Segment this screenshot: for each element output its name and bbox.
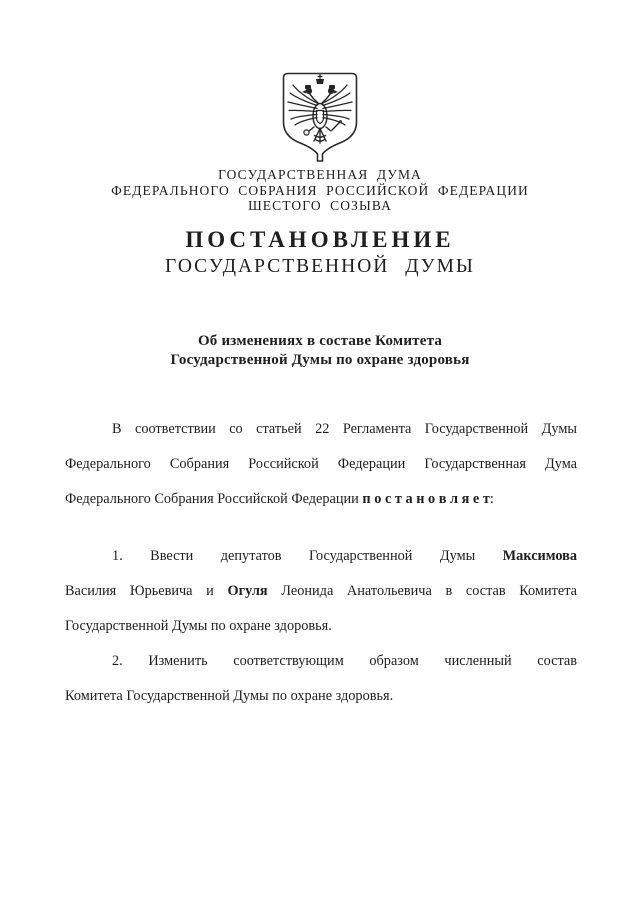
- document-title-sub: ГОСУДАРСТВЕННОЙ ДУМЫ: [165, 255, 475, 277]
- document-title: [0, 227, 640, 278]
- emblem-container: [0, 0, 640, 162]
- text-line: [65, 679, 577, 714]
- text-line: [65, 482, 577, 517]
- subject-line-2: Государственной Думы по охране здоровья: [170, 351, 470, 368]
- russian-coat-of-arms-double-headed-eagle-icon: [282, 72, 358, 162]
- paragraph-item-2: [65, 644, 577, 714]
- text-run: Государственной Думы по охране здоровья.: [65, 617, 332, 634]
- org-header-line-2: ФЕДЕРАЛЬНОГО СОБРАНИЯ РОССИЙСКОЙ ФЕДЕРАЦИИ: [111, 182, 529, 198]
- org-header: [0, 167, 640, 214]
- document-subject: [0, 332, 640, 370]
- text-run: Комитета Государственной Думы по охране здоровья.: [65, 687, 394, 704]
- text-run: 2. Изменить соответствующим образом численный состав: [112, 652, 577, 669]
- text-run: 1. Ввести депутатов Государственной Думы: [112, 547, 503, 564]
- text-line: [65, 574, 577, 609]
- text-run: Федерального Собрания Российской Федерации: [65, 490, 363, 507]
- text-run: :: [489, 490, 494, 507]
- text-line: [65, 539, 577, 574]
- paragraph-item-1: [65, 539, 577, 644]
- text-line: [65, 609, 577, 644]
- org-header-line-1: ГОСУДАРСТВЕННАЯ ДУМА: [218, 167, 422, 182]
- text-line: [65, 644, 577, 679]
- document-title-main: ПОСТАНОВЛЕНИЕ: [185, 226, 455, 252]
- text-run: В соответствии со статьей 22 Регламента Государственной Думы: [112, 420, 577, 437]
- bold-text-run: Максимова: [502, 547, 577, 564]
- org-header-line-3: ШЕСТОГО СОЗЫВА: [248, 198, 392, 213]
- text-run: Федерального Собрания Российской Федерации Государственная Дума: [65, 455, 577, 472]
- text-line: [65, 412, 577, 447]
- text-run: Леонида Анатольевича в состав Комитета: [267, 582, 577, 599]
- subject-line-1: Об изменениях в составе Комитета: [197, 332, 443, 349]
- bold-text-run: п о с т а н о в л я е т: [362, 490, 490, 507]
- bold-text-run: Огуля: [227, 582, 268, 599]
- paragraph-preamble: [65, 412, 577, 517]
- text-line: [65, 447, 577, 482]
- document-body: [0, 412, 640, 714]
- text-run: Василия Юрьевича и: [65, 582, 228, 599]
